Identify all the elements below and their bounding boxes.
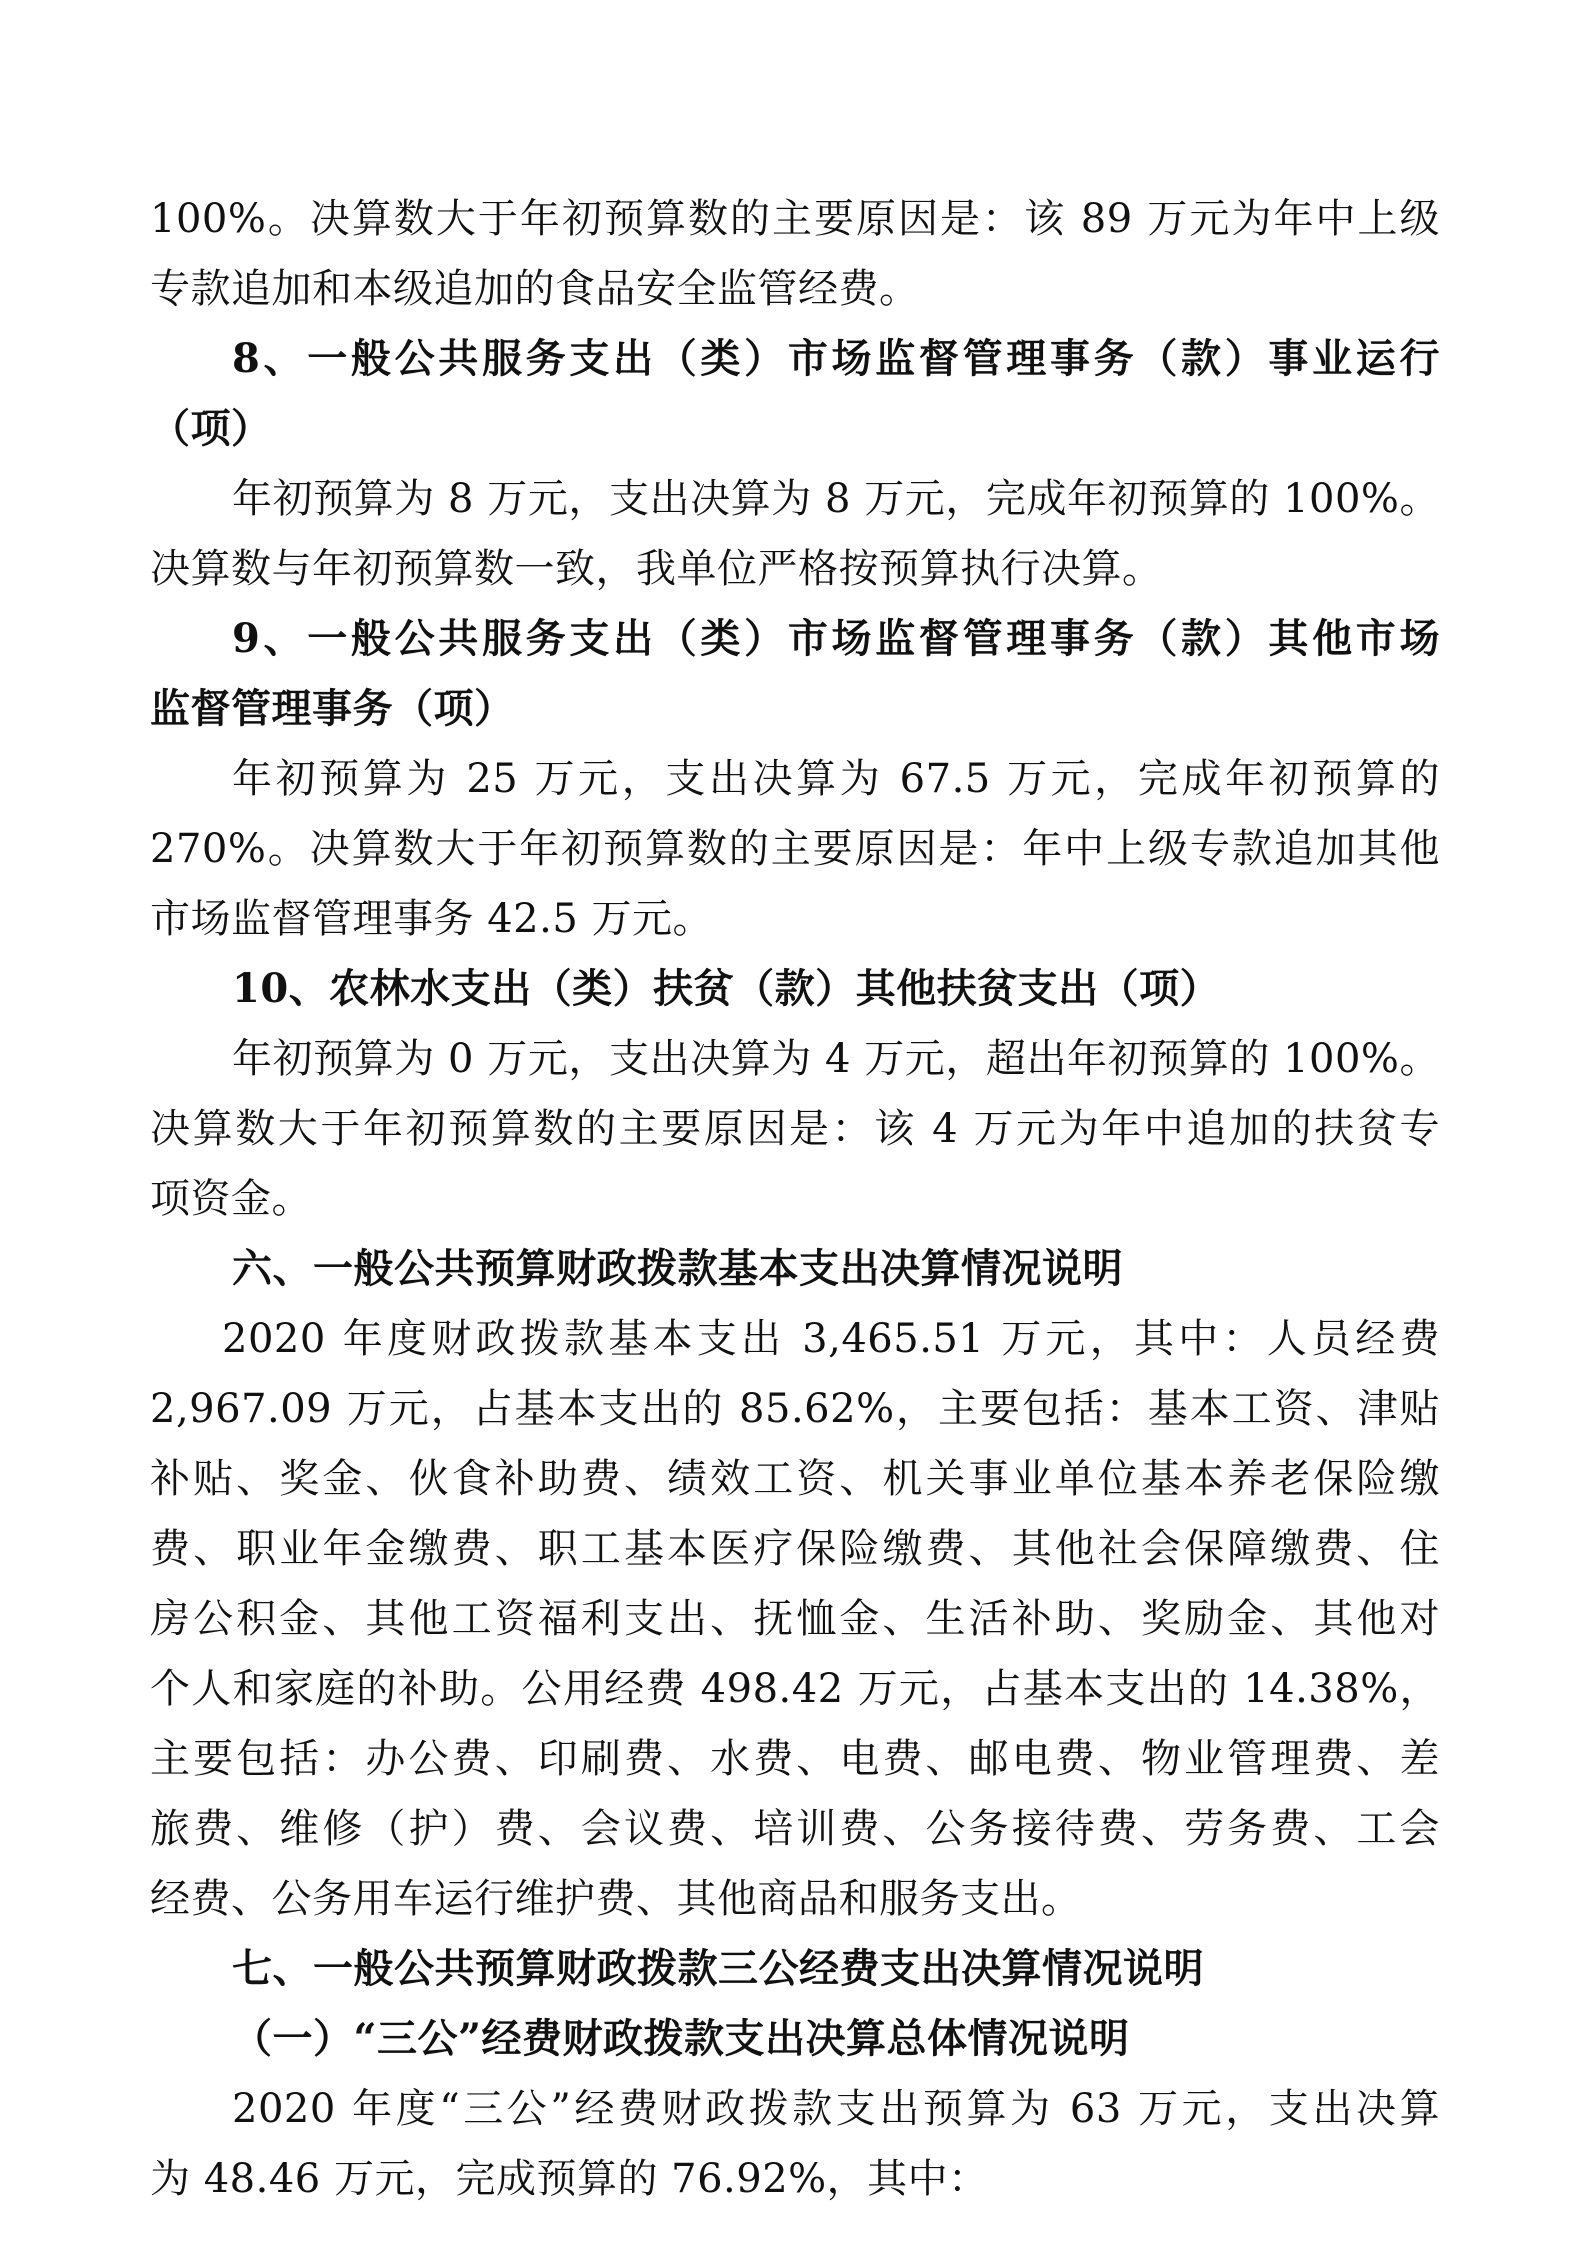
section-heading: 9、一般公共服务支出（类）市场监督管理事务（款）其他市场 — [232, 615, 1440, 662]
paragraph-line: 年初预算为 0 万元，支出决算为 4 万元，超出年初预算的 100%。 — [232, 1036, 1440, 1082]
paragraph-line: 专款追加和本级追加的食品安全监管经费。 — [150, 266, 920, 312]
subsection-heading: （一）“三公”经费财政拨款支出决算总体情况说明 — [232, 2015, 1130, 2062]
paragraph-line: 决算数与年初预算数一致，我单位严格按预算执行决算。 — [150, 546, 1163, 592]
paragraph-line: 主要包括：办公费、印刷费、水费、电费、邮电费、物业管理费、差 — [150, 1736, 1440, 1782]
paragraph-line: 费、职业年金缴费、职工基本医疗保险缴费、其他社会保障缴费、住 — [150, 1526, 1440, 1572]
paragraph-line: 年初预算为 25 万元，支出决算为 67.5 万元，完成年初预算的 — [232, 756, 1440, 802]
paragraph-line: 项资金。 — [150, 1176, 312, 1222]
section-heading: 七、一般公共预算财政拨款三公经费支出决算情况说明 — [232, 1945, 1204, 1992]
paragraph-line: 100%。决算数大于年初预算数的主要原因是：该 89 万元为年中上级 — [150, 196, 1440, 242]
section-heading: 监督管理事务（项） — [150, 685, 515, 732]
paragraph-line: 补贴、奖金、伙食补助费、绩效工资、机关事业单位基本养老保险缴 — [150, 1456, 1440, 1502]
paragraph-line: 2020 年度“三公”经费财政拨款支出预算为 63 万元，支出决算 — [232, 2086, 1440, 2132]
section-heading: 10、农林水支出（类）扶贫（款）其他扶贫支出（项） — [232, 965, 1221, 1012]
section-heading: 六、一般公共预算财政拨款基本支出决算情况说明 — [232, 1245, 1123, 1292]
paragraph-line: 年初预算为 8 万元，支出决算为 8 万元，完成年初预算的 100%。 — [232, 476, 1440, 522]
paragraph-line: 房公积金、其他工资福利支出、抚恤金、生活补助、奖励金、其他对 — [150, 1596, 1440, 1642]
paragraph-line: 旅费、维修（护）费、会议费、培训费、公务接待费、劳务费、工会 — [150, 1806, 1440, 1852]
section-heading: 8、一般公共服务支出（类）市场监督管理事务（款）事业运行 — [232, 335, 1440, 382]
paragraph-line: 市场监督管理事务 42.5 万元。 — [150, 896, 713, 942]
paragraph-line: 2,967.09 万元，占基本支出的 85.62%，主要包括：基本工资、津贴 — [150, 1386, 1440, 1432]
paragraph-line: 270%。决算数大于年初预算数的主要原因是：年中上级专款追加其他 — [150, 826, 1440, 872]
paragraph-line: 个人和家庭的补助。公用经费 498.42 万元，占基本支出的 14.38%， — [150, 1666, 1440, 1712]
paragraph-line: 为 48.46 万元，完成预算的 76.92%，其中： — [150, 2156, 989, 2202]
paragraph-line: 2020 年度财政拨款基本支出 3,465.51 万元，其中：人员经费 — [222, 1316, 1440, 1362]
section-heading: （项） — [150, 405, 272, 452]
paragraph-line: 经费、公务用车运行维护费、其他商品和服务支出。 — [150, 1876, 1082, 1922]
paragraph-line: 决算数大于年初预算数的主要原因是：该 4 万元为年中追加的扶贫专 — [150, 1106, 1440, 1152]
